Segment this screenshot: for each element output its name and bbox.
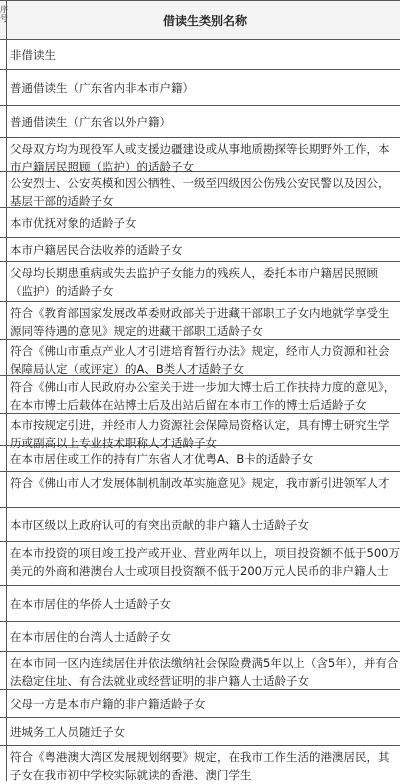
row-number-cell: [0, 262, 7, 301]
row-number-cell: [0, 542, 7, 585]
row-number-cell: [0, 690, 7, 717]
row-number-cell: [0, 208, 7, 237]
category-name: 本市户籍居民合法收养的适龄子女: [10, 242, 183, 257]
row-number-cell: [0, 652, 7, 689]
row-number-cell: [0, 302, 7, 339]
table-row: [0, 376, 400, 414]
table-header-row: [0, 0, 400, 40]
category-name: 符合《佛山市人才发展体制机制改革实施意见》规定，我市新引进领军人才: [10, 476, 390, 490]
table-row: [0, 622, 400, 652]
header-number-cell: 序号: [0, 1, 7, 39]
table-row: [0, 472, 400, 508]
row-number-cell: [0, 70, 7, 105]
table-row: [0, 238, 400, 262]
table-row: [0, 718, 400, 746]
table-row: [0, 302, 400, 340]
table-row: [0, 138, 400, 172]
row-number-cell: [0, 340, 7, 375]
category-name: 进城务工人员随迁子女: [10, 724, 125, 739]
table-row: [0, 208, 400, 238]
table-row: [0, 508, 400, 542]
table-row: [0, 262, 400, 302]
table-row: [0, 586, 400, 622]
category-name: 本市按规定引进，并经市人力资源社会保障局资格认定，具有博士研究生学历或副高以上专业技术职称人才适龄子女: [10, 418, 390, 450]
category-name: 符合《教育部国家发展改革委财政部关于进藏干部职工子女内地就学享受生源同等待遇的意见》规定的进藏干部职工适龄子女: [10, 306, 390, 338]
category-name: 父母均长期患重病或失去监护子女能力的残疾人，委托本市户籍居民照顾（监护）的适龄子女: [10, 266, 378, 298]
table-row: [0, 652, 400, 690]
table-row: [0, 40, 400, 70]
header-category-name: 借读生类别名称: [162, 14, 247, 28]
table-row: [0, 446, 400, 472]
category-name: 在本市居住或工作的持有广东省人才优粤A、B卡的适龄子女: [10, 451, 314, 466]
row-number-cell: [0, 586, 7, 621]
row-number-cell: [0, 172, 7, 207]
table-row: [0, 690, 400, 718]
table-row: [0, 340, 400, 376]
category-name: 符合《佛山市重点产业人才引进培育暂行办法》规定，经市人力资源和社会保障局认定（或评定）的A、B类人才适龄子女: [10, 344, 390, 376]
table-row: [0, 172, 400, 208]
row-number-cell: [0, 718, 7, 745]
row-number-cell: [0, 508, 7, 541]
category-name: 本市区级以上政府认可的有突出贡献的非户籍人士适龄子女: [10, 517, 309, 532]
category-name: 符合《佛山市人民政府办公室关于进一步加大博士后工作扶持力度的意见》，在本市博士后载体在站博士后及出站后留在本市工作的博士后适龄子女: [10, 380, 396, 412]
category-name: 公安烈士、公安英模和因公牺牲、一级至四级因公伤残公安民警以及因公，基层干部的适龄子女: [10, 176, 390, 208]
category-name: 符合《粤港澳大湾区发展规划纲要》规定，在我市工作生活的港澳居民，其子女在我市初中学校实际就读的香港、澳门学生: [10, 750, 390, 782]
table-row: [0, 746, 400, 781]
row-number-cell: [0, 472, 7, 507]
category-name: 在本市同一区内连续居住并依法缴纳社会保险费满5年以上（含5年），并有合法稳定住址、有合法就业或经营证明的非户籍人士适龄子女: [10, 656, 399, 688]
category-name: 在本市居住的华侨人士适龄子女: [10, 596, 171, 611]
row-number-cell: [0, 446, 7, 471]
row-number-cell: [0, 376, 7, 413]
category-name: 本市优抚对象的适龄子女: [10, 215, 137, 230]
row-number-cell: [0, 414, 7, 445]
table-row: [0, 70, 400, 106]
category-name: 在本市投资的项目竣工投产或开业、营业两年以上，项目投资额不低于500万美元的外商和港澳台人士或项目投资额不低于200万元人民币的非户籍人士: [10, 546, 400, 578]
row-number-cell: [0, 106, 7, 137]
table-row: [0, 542, 400, 586]
row-number-cell: [0, 746, 7, 781]
row-number-cell: [0, 40, 7, 69]
category-name: 普通借读生（广东省内非本市户籍）: [10, 80, 194, 95]
category-name: 父母双方均为现役军人或支援边疆建设或从事地质勘探等长期野外工作，本市户籍居民照顾（监护）的适龄子女: [10, 142, 390, 174]
row-number-cell: [0, 238, 7, 261]
table-row: [0, 414, 400, 450]
category-name: 在本市居住的台湾人士适龄子女: [10, 629, 171, 644]
category-name: 非借读生: [10, 47, 56, 62]
row-number-cell: [0, 138, 7, 171]
category-name: 普通借读生（广东省以外户籍）: [10, 114, 171, 129]
row-number-cell: [0, 622, 7, 651]
category-name: 父母一方是本市户籍的非户籍适龄子女: [10, 696, 206, 711]
table-row: [0, 106, 400, 138]
